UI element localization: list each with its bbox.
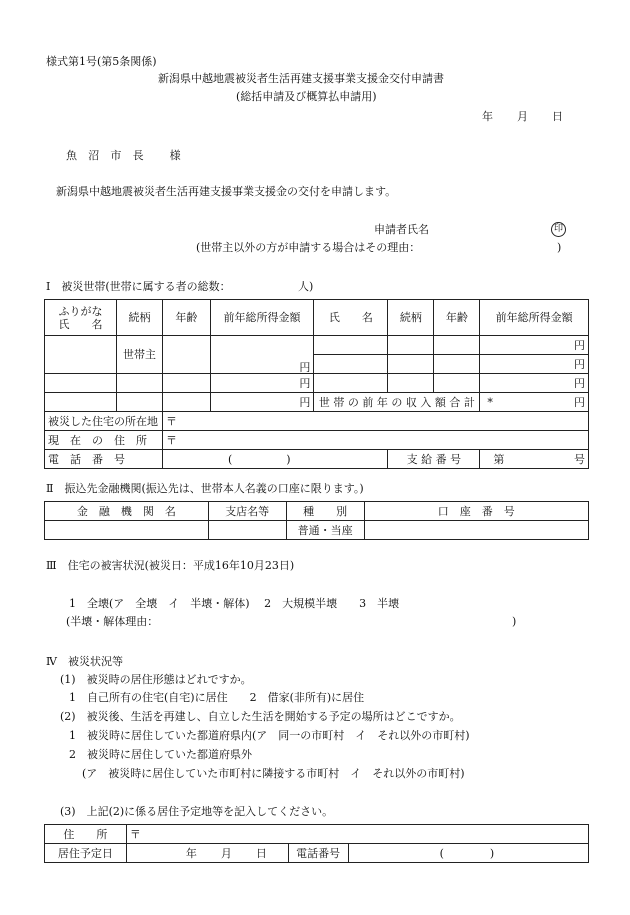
seal-icon: 印 xyxy=(551,222,566,237)
col-name-2: 氏 名 xyxy=(314,300,388,336)
member-r3-name-cell[interactable] xyxy=(314,374,388,393)
col-account-number: 口 座 番 号 xyxy=(364,502,588,521)
member-r2-income-cell[interactable]: 円 xyxy=(480,355,589,374)
section1-title: Ⅰ 被災世帯(世帯に属する者の総数： xyxy=(46,280,231,293)
residence-date-cell[interactable] xyxy=(126,844,288,863)
phone-cell[interactable] xyxy=(162,450,387,469)
member-2-name-cell[interactable] xyxy=(45,374,117,393)
addressee: 魚 沼 市 長 様 xyxy=(66,149,185,162)
date-year-label: 年 xyxy=(482,110,493,123)
bank-name-cell[interactable] xyxy=(45,521,209,540)
member-r3-relation-cell[interactable] xyxy=(388,374,434,393)
residence-address-label: 住 所 xyxy=(45,825,127,844)
member-1-name-cell[interactable] xyxy=(45,336,117,374)
date-month-label: 月 xyxy=(517,110,528,123)
member-r3-age-cell[interactable] xyxy=(434,374,480,393)
col-relation: 続柄 xyxy=(116,300,162,336)
postal-mark: 〒 xyxy=(165,433,177,447)
payment-number-suffix: 号 xyxy=(574,452,585,466)
asterisk-mark: * xyxy=(487,395,493,409)
section2-title: Ⅱ 振込先金融機関(振込先は、世帯本人名義の口座に限ります。) xyxy=(46,482,364,495)
account-type-cell[interactable]: 普通・当座 xyxy=(286,521,364,540)
member-3-relation-cell[interactable] xyxy=(116,393,162,412)
applicant-reason-close: ) xyxy=(557,241,562,254)
income-total-cell[interactable] xyxy=(480,393,589,412)
phone-paren-close: ) xyxy=(286,452,291,466)
residence-phone-paren-close: ) xyxy=(489,846,495,860)
income-total-yen: 円 xyxy=(574,395,585,409)
branch-cell[interactable] xyxy=(208,521,286,540)
residence-date-year: 年 xyxy=(185,846,197,860)
applicant-name-label: 申請者氏名 xyxy=(374,223,429,236)
damage-reason-close: ) xyxy=(512,615,517,628)
phone-label: 電 話 番 号 xyxy=(45,450,163,469)
document-title: 新潟県中越地震被災者生活再建支援事業支援金交付申請書 xyxy=(158,72,444,85)
section4-title: Ⅳ 被災状況等 xyxy=(46,655,123,668)
current-address-cell[interactable] xyxy=(162,431,588,450)
date-day-label: 日 xyxy=(552,110,563,123)
postal-mark: 〒 xyxy=(129,827,141,841)
residence-phone-paren-open: ( xyxy=(439,846,444,860)
col-furigana-name: ふりがな 氏 名 xyxy=(45,300,117,336)
question-2-option-2-detail: (ア 被災時に居住していた市町村に隣接する市町村 イ それ以外の市町村) xyxy=(82,767,465,780)
residence-date-day: 日 xyxy=(255,846,267,860)
residence-table xyxy=(44,824,589,863)
member-2-income-cell[interactable]: 円 xyxy=(210,374,314,393)
member-r1-relation-cell[interactable] xyxy=(388,336,434,355)
col-relation-2: 続柄 xyxy=(388,300,434,336)
residence-phone-label: 電話番号 xyxy=(288,844,348,863)
question-1-options: 1 自己所有の住宅(自宅)に居住 2 借家(非所有)に居住 xyxy=(69,691,365,704)
household-table xyxy=(44,299,589,469)
residence-address-cell[interactable] xyxy=(126,825,588,844)
seal-mark xyxy=(551,222,566,237)
residence-date-month: 月 xyxy=(220,846,232,860)
phone-paren-open: ( xyxy=(227,452,233,466)
residence-phone-cell[interactable] xyxy=(348,844,588,863)
member-r1-income-cell[interactable]: 円 xyxy=(480,336,589,355)
intro-text: 新潟県中越地震被災者生活再建支援事業支援金の交付を申請します。 xyxy=(56,185,397,198)
damaged-address-label: 被災した住宅の所在地 xyxy=(45,412,163,431)
col-income: 前年総所得金額 xyxy=(210,300,314,336)
damage-options: 1 全壊(ア 全壊 イ 半壊・解体) 2 大規模半壊 3 半壊 xyxy=(69,597,400,610)
col-age-2: 年齢 xyxy=(434,300,480,336)
member-2-age-cell[interactable] xyxy=(162,374,210,393)
section1-unit: 人) xyxy=(298,280,314,293)
member-r1-name-cell[interactable] xyxy=(314,336,388,355)
question-2-option-2: 2 被災時に居住していた都道府県外 xyxy=(69,748,252,761)
member-r2-relation-cell[interactable] xyxy=(388,355,434,374)
member-r3-income-cell[interactable]: 円 xyxy=(480,374,589,393)
member-r1-age-cell[interactable] xyxy=(434,336,480,355)
account-number-cell[interactable] xyxy=(364,521,588,540)
question-2-option-1: 1 被災時に居住していた都道府県内(ア 同一の市町村 イ それ以外の市町村) xyxy=(69,729,470,742)
member-3-name-cell[interactable] xyxy=(45,393,117,412)
col-age: 年齢 xyxy=(162,300,210,336)
member-1-relation: 世帯主 xyxy=(116,336,162,374)
question-3: (3) 上記(2)に係る居住予定地等を記入してください。 xyxy=(60,805,334,818)
section3-title: Ⅲ 住宅の被害状況(被災日：平成16年10月23日) xyxy=(46,559,295,572)
payment-number-cell[interactable] xyxy=(480,450,589,469)
member-2-relation-cell[interactable] xyxy=(116,374,162,393)
postal-mark: 〒 xyxy=(165,414,177,428)
damage-reason: (半壊・解体理由： xyxy=(66,615,159,628)
col-income-2: 前年総所得金額 xyxy=(480,300,589,336)
col-bank-name: 金 融 機 関 名 xyxy=(45,502,209,521)
form-number: 様式第1号(第5条関係) xyxy=(46,55,157,68)
residence-date-label: 居住予定日 xyxy=(45,844,127,863)
col-account-type: 種 別 xyxy=(286,502,364,521)
question-1: (1) 被災時の居住形態はどれですか。 xyxy=(60,673,252,686)
col-branch: 支店名等 xyxy=(208,502,286,521)
member-3-age-cell[interactable] xyxy=(162,393,210,412)
member-r2-age-cell[interactable] xyxy=(434,355,480,374)
member-1-age-cell[interactable] xyxy=(162,336,210,374)
payment-number-label: 支 給 番 号 xyxy=(388,450,480,469)
applicant-reason-note: (世帯主以外の方が申請する場合はその理由： xyxy=(196,241,421,254)
member-r2-name-cell[interactable] xyxy=(314,355,388,374)
member-3-income-cell[interactable]: 円 xyxy=(210,393,314,412)
current-address-label: 現 在 の 住 所 xyxy=(45,431,163,450)
bank-table xyxy=(44,501,589,540)
damaged-address-cell[interactable] xyxy=(162,412,588,431)
income-total-label: 世 帯 の 前 年 の 収 入 額 合 計 xyxy=(314,393,480,412)
question-2: (2) 被災後、生活を再建し、自立した生活を開始する予定の場所はどこですか。 xyxy=(60,710,461,723)
document-subtitle: (総括申請及び概算払申請用) xyxy=(236,90,377,103)
payment-number-prefix: 第 xyxy=(493,452,505,466)
member-1-income-cell[interactable]: 円 xyxy=(210,336,314,374)
